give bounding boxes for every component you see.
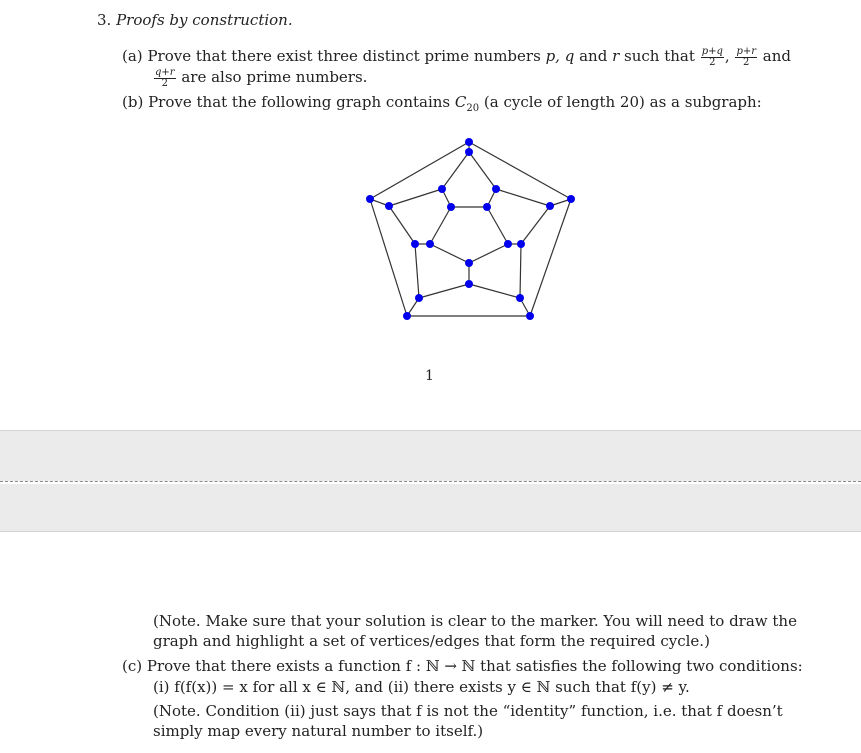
graph-vertex xyxy=(546,202,554,210)
graph-edge xyxy=(469,142,571,199)
graph-vertex xyxy=(411,240,419,248)
part-a-line1: (a) Prove that there exist three distinct prime numbers p, q and r such that $\frac{p+q}{2}$ , $\frac{p+r}{2}$ and xyxy=(122,45,791,68)
part-b-label: (b) xyxy=(122,93,144,111)
graph-vertex xyxy=(447,203,455,211)
graph-vertex xyxy=(465,138,473,146)
graph-vertex xyxy=(526,312,534,320)
graph-vertex xyxy=(438,185,446,193)
fraction-q-r: $\frac{q+r}{2}$ xyxy=(155,66,175,89)
graph-vertex xyxy=(483,203,491,211)
part-c-line2: (i) f(f(x)) = x for all x ∈ ℕ, and (ii) there exists y ∈ ℕ such that f(y) ≠ y. xyxy=(153,678,690,696)
graph-edge xyxy=(419,284,469,298)
part-a-label: (a) xyxy=(122,47,143,65)
part-c-line3: (Note. Condition (ii) just says that f is not the “identity” function, i.e. that f doesn’t xyxy=(153,702,783,720)
part-a-line2: $\frac{q+r}{2}$ are also prime numbers. xyxy=(155,66,368,89)
page-number: 1 xyxy=(425,368,434,384)
part-c-label: (c) xyxy=(122,657,143,675)
graph-edge xyxy=(469,244,508,263)
graph-edge xyxy=(530,199,571,316)
graph-vertex xyxy=(516,294,524,302)
graph-vertex xyxy=(465,148,473,156)
graph-vertex xyxy=(504,240,512,248)
graph-edges xyxy=(370,142,571,316)
graph-vertex xyxy=(426,240,434,248)
question-title: Proofs by construction. xyxy=(116,11,293,29)
graph-edge xyxy=(430,207,451,244)
graph-edge xyxy=(430,244,469,263)
page-gap-upper xyxy=(0,430,861,481)
graph-vertex xyxy=(465,259,473,267)
graph-edge xyxy=(469,152,496,189)
page-break-line xyxy=(0,481,861,482)
fraction-p-r: $\frac{p+r}{2}$ xyxy=(736,45,756,68)
graph-vertex xyxy=(403,312,411,320)
graph-vertex xyxy=(366,195,374,203)
graph-vertex xyxy=(567,195,575,203)
part-c-line4: simply map every natural number to itself.) xyxy=(153,722,484,740)
graph-vertex xyxy=(415,294,423,302)
graph-vertex xyxy=(492,185,500,193)
page-gap-lower xyxy=(0,484,861,532)
graph-edge xyxy=(521,206,550,244)
graph-vertices xyxy=(366,138,575,320)
note-b-line2: graph and highlight a set of vertices/edges that form the required cycle.) xyxy=(153,632,710,650)
graph-edge xyxy=(389,189,442,206)
question-number: 3. xyxy=(97,11,112,29)
graph-vertex xyxy=(465,280,473,288)
part-c-line1: (c) Prove that there exists a function f : ℕ → ℕ that satisfies the following two conditions: xyxy=(122,657,803,675)
graph-vertex xyxy=(517,240,525,248)
graph-edge xyxy=(469,284,520,298)
part-b-line: (b) Prove that the following graph contains $C_{20}$ (a cycle of length 20) as a subgraph: xyxy=(122,93,762,114)
graph-edge xyxy=(389,206,415,244)
graph-edge xyxy=(442,152,469,189)
graph-edge xyxy=(370,142,469,199)
note-b-line1: (Note. Make sure that your solution is clear to the marker. You will need to draw the xyxy=(153,612,797,630)
graph-edge xyxy=(370,199,407,316)
graph-edge xyxy=(496,189,550,206)
graph-vertex xyxy=(385,202,393,210)
graph-edge xyxy=(520,244,521,298)
fraction-p-q: $\frac{p+q}{2}$ xyxy=(701,45,723,68)
graph-edge xyxy=(487,207,508,244)
graph-edge xyxy=(415,244,419,298)
